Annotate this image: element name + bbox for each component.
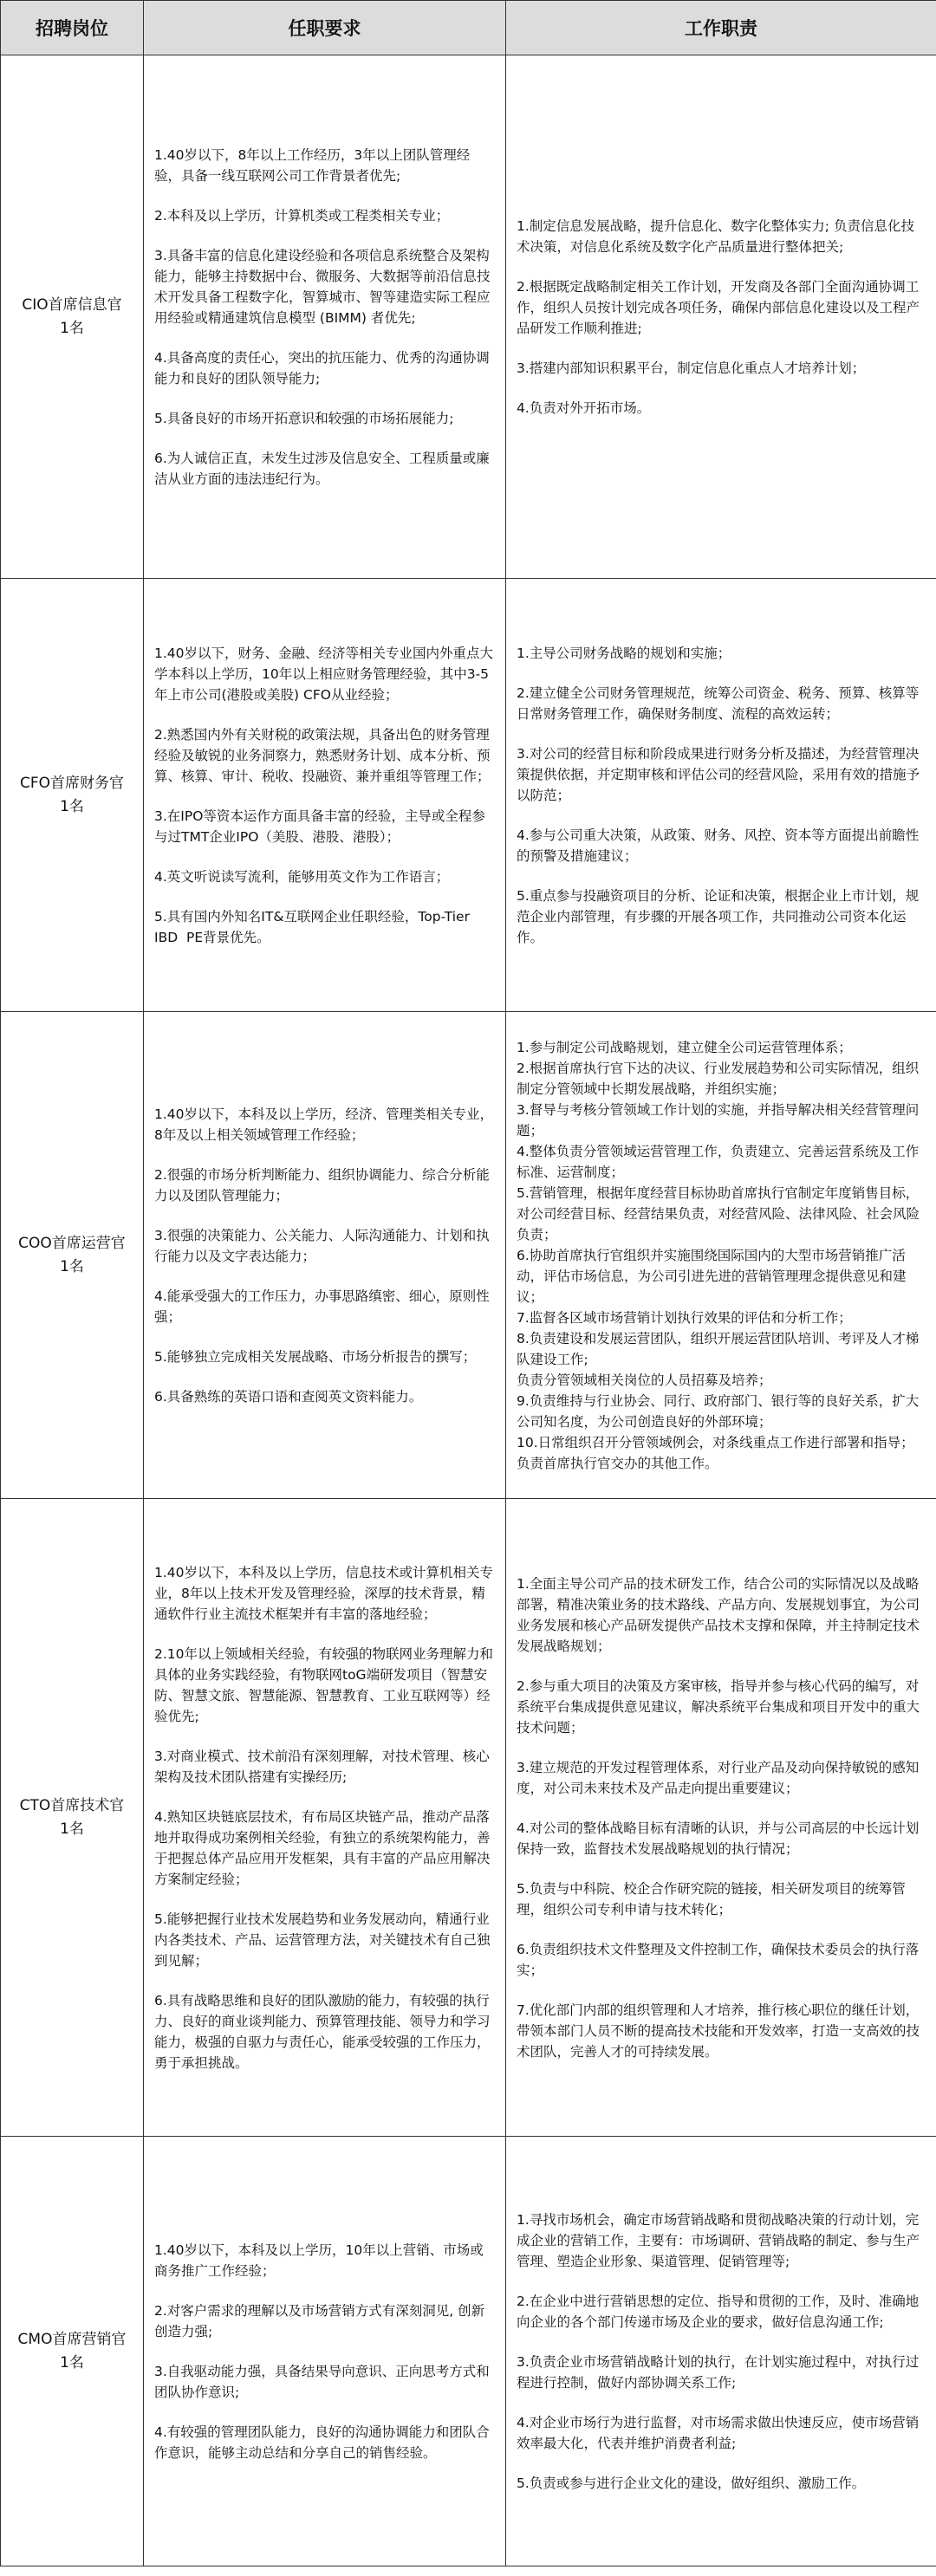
requirement-item: 1.40岁以下，本科及以上学历，信息技术或计算机相关专业，8年以上技术开发及管理经验，深厚的技术背景，精通软件行业主流技术框架并有丰富的落地经验； <box>154 1564 494 1622</box>
duty-item: 3.建立规范的开发过程管理体系，对行业产品及动向保持敏锐的感知度，对公司未来技术及产品走向提出重要建议； <box>517 1759 920 1796</box>
requirements-cell <box>144 55 506 579</box>
duty-item: 1.主导公司财务战略的规划和实施； <box>517 645 731 661</box>
requirement-item: 6.为人诚信正直，未发生过涉及信息安全、工程质量或廉洁从业方面的违法违纪行为。 <box>154 450 490 487</box>
duty-item: 6.负责组织技术文件整理及文件控制工作，确保技术委员会的执行落实； <box>517 1941 920 1978</box>
table-row-cto <box>1 1499 936 2137</box>
duty-item: 2.参与重大项目的决策及方案审核，指导并参与核心代码的编写，对系统平台集成提供意见建议，解决系统平台集成和项目开发中的重大技术问题； <box>517 1677 920 1736</box>
duty-item: 4.对企业市场行为进行监督，对市场需求做出快速反应，使市场营销效率最大化，代表并维护消费者利益; <box>517 2414 920 2451</box>
duty-item: 5.营销管理，根据年度经营目标协助首席执行官制定年度销售目标，对公司经营目标、经营结果负责，对经营风险、法律风险、社会风险负责； <box>517 1184 920 1243</box>
duty-item: 5.负责或参与进行企业文化的建设，做好组织、激励工作。 <box>517 2475 866 2491</box>
duty-item: 6.协助首席执行官组织并实施围绕国际国内的大型市场营销推广活动，评估市场信息，为公司引进先进的营销管理理念提供意见和建议； <box>517 1247 907 1305</box>
duties-cell <box>506 55 936 579</box>
requirement-item: 5.具备良好的市场开拓意识和较强的市场拓展能力; <box>154 410 454 426</box>
requirements-cell <box>144 2137 506 2566</box>
requirement-item: 3.自我驱动能力强，具备结果导向意识、正向思考方式和团队协作意识; <box>154 2363 490 2400</box>
duty-item: 2.在企业中进行营销思想的定位、指导和贯彻的工作，及时、准确地向企业的各个部门传递市场及企业的要求，做好信息沟通工作; <box>517 2293 920 2330</box>
duty-item: 3.负责企业市场营销战略计划的执行，在计划实施过程中，对执行过程进行控制，做好内部协调关系工作; <box>517 2353 920 2391</box>
requirement-item: 1.40岁以下，8年以上工作经历，3年以上团队管理经验，具备一线互联网公司工作背景者优先; <box>154 146 471 184</box>
requirements-cell <box>144 1012 506 1499</box>
duty-item: 5.重点参与投融资项目的分析、论证和决策，根据企业上市计划，规范企业内部管理，有步骤的开展各项工作，共同推动公司资本化运作。 <box>517 887 920 945</box>
duty-item: 1.寻找市场机会，确定市场营销战略和贯彻战略决策的行动计划，完成企业的营销工作，主要有：市场调研、营销战略的制定、参与生产管理、塑造企业形象、渠道管理、促销管理等; <box>517 2211 920 2269</box>
position-cell: CTO首席技术官 1名 <box>1 1499 144 2137</box>
duty-item: 2.根据既定战略制定相关工作计划，开发商及各部门全面沟通协调工作，组织人员按计划完成各项任务，确保内部信息化建设以及工程产品研发工作顺利推进; <box>517 278 920 336</box>
duty-item: 7.优化部门内部的组织管理和人才培养，推行核心职位的继任计划，带领本部门人员不断的提高技术技能和开发效率，打造一支高效的技术团队，完善人才的可持续发展。 <box>517 2002 920 2060</box>
duty-item: 3.督导与考核分管领域工作计划的实施，并指导解决相关经营管理问题； <box>517 1101 920 1139</box>
requirement-item: 5.具有国内外知名IT&互联网企业任职经验，Top-Tier IBD PE背景优先。 <box>154 908 474 945</box>
requirement-item: 1.40岁以下，财务、金融、经济等相关专业国内外重点大学本科以上学历，10年以上相应财务管理经验，其中3-5年上市公司(港股或美股) CFO从业经验； <box>154 645 494 703</box>
table-header-row <box>1 1 936 55</box>
duty-item: 9.负责维持与行业协会、同行、政府部门、银行等的良好关系，扩大公司知名度，为公司创造良好的外部环境； <box>517 1392 920 1430</box>
duty-item: 5.负责与中科院、校企合作研究院的链接，相关研发项目的统筹管理，组织公司专利申请与技术转化； <box>517 1880 906 1917</box>
duty-item: 4.负责对外开拓市场。 <box>517 399 651 416</box>
duty-item: 1.参与制定公司战略规划，建立健全公司运营管理体系； <box>517 1039 852 1055</box>
requirement-item: 5.能够把握行业技术发展趋势和业务发展动向，精通行业内各类技术、产品、运营管理方法，对关键技术有自己独到见解； <box>154 1911 491 1969</box>
requirement-item: 6.具备熟练的英语口语和查阅英文资料能力。 <box>154 1388 423 1405</box>
requirement-item: 1.40岁以下，本科及以上学历，经济、管理类相关专业，8年及以上相关领域管理工作经验； <box>154 1106 494 1143</box>
requirement-item: 3.对商业模式、技术前沿有深刻理解，对技术管理、核心架构及技术团队搭建有实操经历; <box>154 1748 490 1785</box>
duty-item: 3.对公司的经营目标和阶段成果进行财务分析及描述，为经营管理决策提供依据，并定期审核和评估公司的经营风险，采用有效的措施予以防范； <box>517 745 920 803</box>
duty-item: 4.参与公司重大决策，从政策、财务、风控、资本等方面提出前瞻性的预警及措施建议； <box>517 827 920 864</box>
duties-cell <box>506 1499 936 2137</box>
requirement-item: 4.能承受强大的工作压力，办事思路缜密、细心，原则性强； <box>154 1288 490 1325</box>
table-row-cio <box>1 55 936 579</box>
table-row-cmo <box>1 2137 936 2566</box>
duty-item: 4.对公司的整体战略目标有清晰的认识，并与公司高层的中长远计划保持一致，监督技术发展战略规划的执行情况； <box>517 1820 920 1857</box>
requirement-item: 2.很强的市场分析判断能力、组织协调能力、综合分析能力以及团队管理能力； <box>154 1166 490 1204</box>
position-cell: COO首席运营官 1名 <box>1 1012 144 1499</box>
requirement-item: 5.能够独立完成相关发展战略、市场分析报告的撰写； <box>154 1348 477 1365</box>
requirement-item: 4.有较强的管理团队能力，良好的沟通协调能力和团队合作意识，能够主动总结和分享自己的销售经验。 <box>154 2424 490 2461</box>
duty-item: 2.建立健全公司财务管理规范，统筹公司资金、税务、预算、核算等日常财务管理工作，确保财务制度、流程的高效运转； <box>517 685 920 722</box>
requirement-item: 2.本科及以上学历，计算机类或工程类相关专业； <box>154 207 450 224</box>
table-row-cfo <box>1 579 936 1012</box>
requirement-item: 4.英文听说读写流利，能够用英文作为工作语言； <box>154 868 450 885</box>
requirement-item: 4.熟知区块链底层技术，有布局区块链产品，推动产品落地并取得成功案例相关经验，有独立的系统架构能力，善于把握总体产品应用开发框架，具有丰富的产品应用解决方案制定经验； <box>154 1808 491 1887</box>
header-duties: 工作职责 <box>506 1 936 55</box>
duty-item: 4.整体负责分管领域运营管理工作，负责建立、完善运营系统及工作标准、运营制度； <box>517 1143 920 1180</box>
table-row-coo <box>1 1012 936 1499</box>
duties-cell <box>506 579 936 1012</box>
duty-item: 7.监督各区域市场营销计划执行效果的评估和分析工作； <box>517 1309 852 1326</box>
duty-item: 3.搭建内部知识积累平台，制定信息化重点人才培养计划； <box>517 360 866 376</box>
header-requirements: 任职要求 <box>144 1 506 55</box>
requirement-item: 3.具备丰富的信息化建设经验和各项信息系统整合及架构能力，能够主持数据中台、微服务、大数据等前沿信息技术开发具备工程数字化，智算城市、智等建造实际工程应用经验或精通建筑信息模型 (BIMM) 者优先; <box>154 247 491 326</box>
requirement-item: 3.很强的决策能力、公关能力、人际沟通能力、计划和执行能力以及文字表达能力； <box>154 1227 490 1264</box>
header-position: 招聘岗位 <box>1 1 144 55</box>
duty-item: 10.日常组织召开分管领域例会，对条线重点工作进行部署和指导；负责首席执行官交办的其他工作。 <box>517 1434 914 1471</box>
duty-item: 1.制定信息发展战略，提升信息化、数字化整体实力; 负责信息化技术决策，对信息化系统及数字化产品质量进行整体把关; <box>517 217 914 255</box>
requirements-cell <box>144 579 506 1012</box>
duty-item: 负责分管领域相关岗位的人员招募及培养； <box>517 1372 772 1388</box>
requirement-item: 6.具有战略思维和良好的团队激励的能力，有较强的执行力、良好的商业谈判能力、预算管理技能、领导力和学习能力，极强的自驱力与责任心，能承受较强的工作压力，勇于承担挑战。 <box>154 1992 491 2071</box>
requirement-item: 2.熟悉国内外有关财税的政策法规，具备出色的财务管理经验及敏锐的业务洞察力，熟悉财务计划、成本分析、预算、核算、审计、税收、投融资、兼并重组等管理工作； <box>154 726 491 784</box>
requirement-item: 3.在IPO等资本运作方面具备丰富的经验，主导或全程参与过TMT企业IPO（美股、港股、港股）； <box>154 808 485 845</box>
duty-item: 1.全面主导公司产品的技术研发工作，结合公司的实际情况以及战略部署，精准决策业务的技术路线、产品方向、发展规划事宜，为公司业务发展和核心产品研发提供产品技术支撑和保障，并主持制定技术发展战略规划； <box>517 1575 920 1654</box>
requirement-item: 2.对客户需求的理解以及市场营销方式有深刻洞见, 创新创造力强; <box>154 2302 485 2339</box>
duty-item: 2.根据首席执行官下达的决议、行业发展趋势和公司实际情况，组织制定分管领域中长期发展战略，并组织实施； <box>517 1060 920 1097</box>
duty-item: 8.负责建设和发展运营团队，组织开展运营团队培训、考评及人才梯队建设工作; <box>517 1330 920 1367</box>
position-cell: CFO首席财务官 1名 <box>1 579 144 1012</box>
requirements-cell <box>144 1499 506 2137</box>
requirement-item: 4.具备高度的责任心，突出的抗压能力、优秀的沟通协调能力和良好的团队领导能力; <box>154 349 490 386</box>
duties-cell <box>506 2137 936 2566</box>
requirement-item: 1.40岁以下，本科及以上学历，10年以上营销、市场或商务推广工作经验； <box>154 2242 484 2279</box>
position-cell: CMO首席营销官 1名 <box>1 2137 144 2566</box>
position-cell: CIO首席信息官 1名 <box>1 55 144 579</box>
requirement-item: 2.10年以上领域相关经验，有较强的物联网业务理解力和具体的业务实践经验，有物联网toG端研发项目（智慧安防、智慧文旅、智慧能源、智慧教育、工业互联网等）经验优先; <box>154 1645 494 1724</box>
duties-cell <box>506 1012 936 1499</box>
